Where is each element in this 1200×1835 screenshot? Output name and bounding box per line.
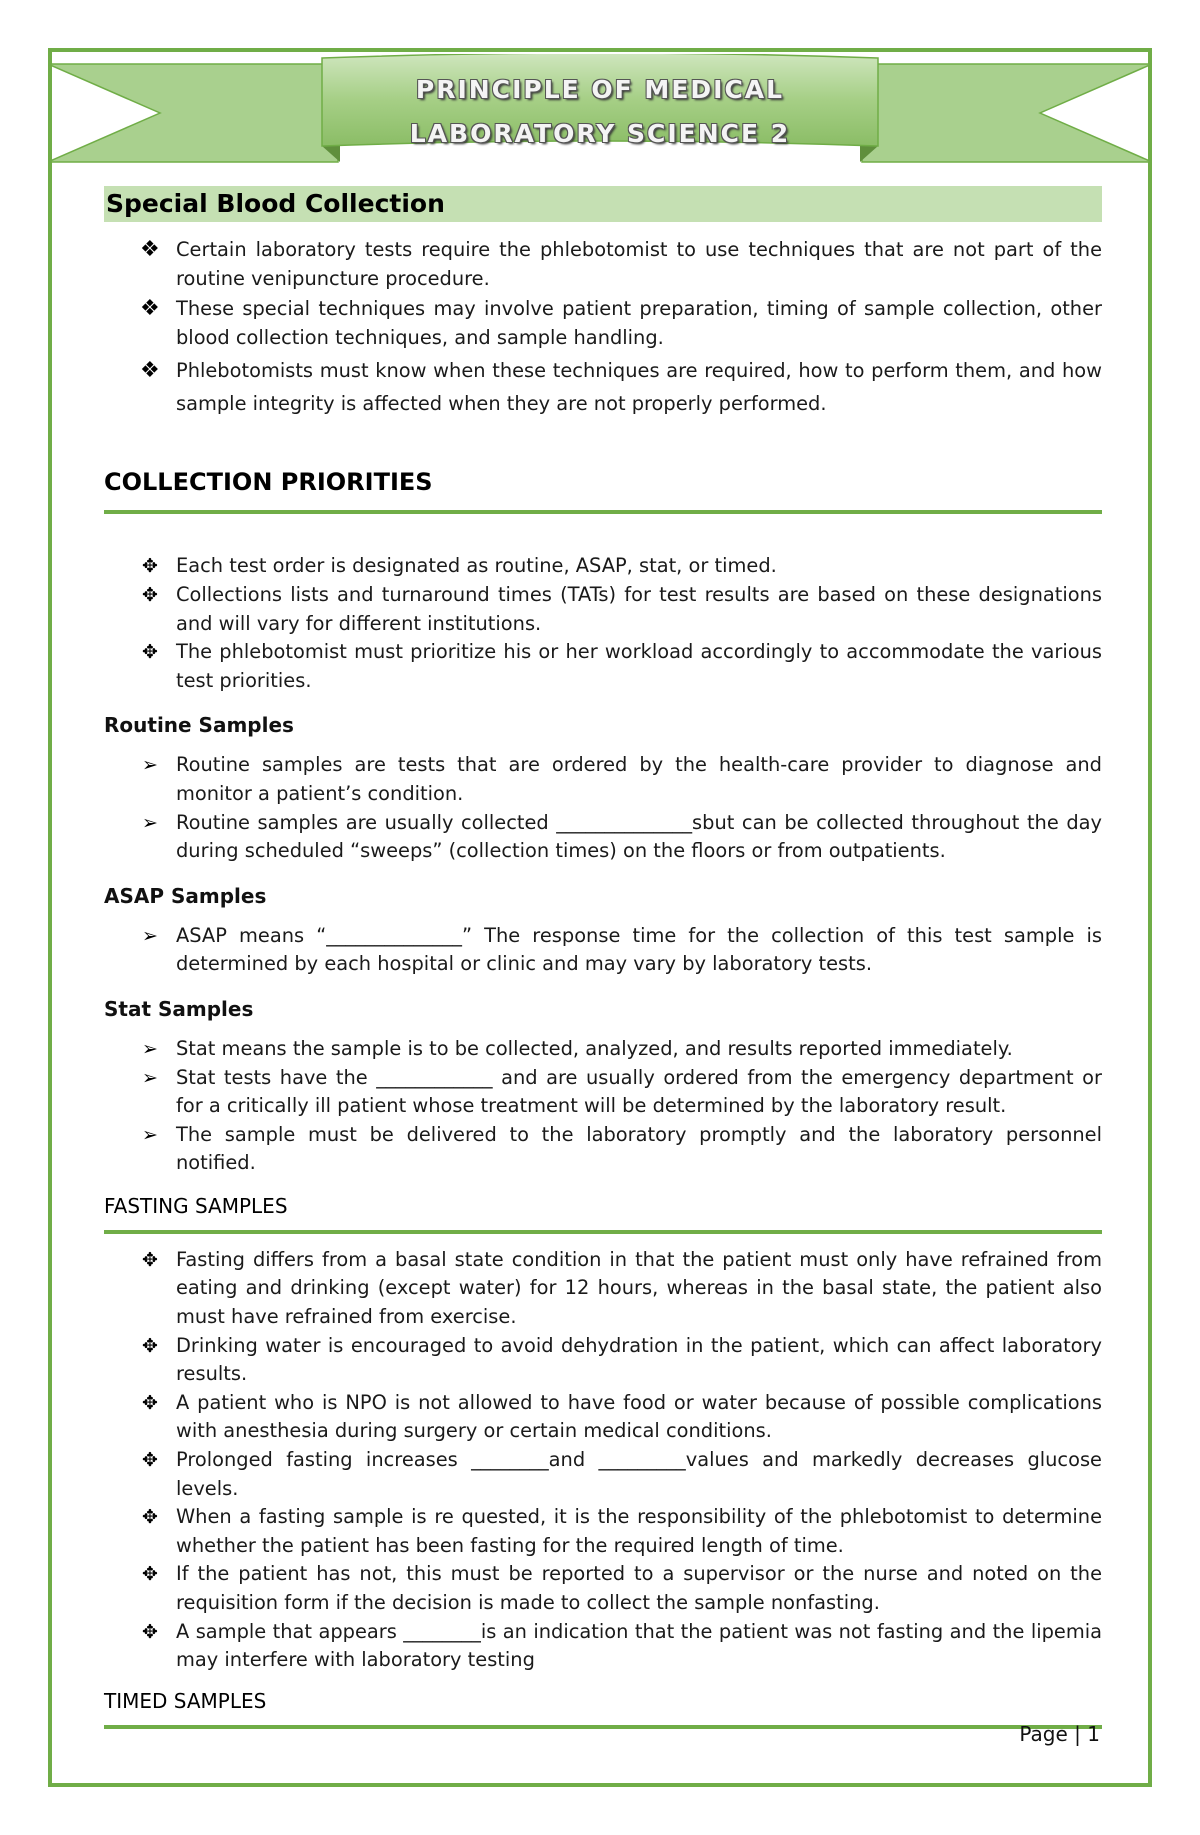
list-item: ❖ Phlebotomists must know when these techniques are required, how to perform them, and how sample integrity is affected when they are not properly performed. (104, 354, 1102, 420)
stat-bullet-list (104, 1035, 1102, 1178)
arrow-bullet-icon: ➢ (142, 1066, 158, 1089)
list-item: ➢ Routine samples are usually collected ______________sbut can be collected throughout the day during scheduled “sweeps” (collection times) on the floors or from outpatients. (142, 810, 1102, 863)
priorities-bullet-list (104, 552, 1102, 695)
diamond-outline-bullet-icon: ✥ (142, 1620, 158, 1643)
diamond-bullet-icon: ❖ (140, 358, 160, 384)
list-item: ✥ A sample that appears ________is an indication that the patient was not fasting and the lipemia may interfere with laboratory testing (142, 1619, 1102, 1672)
diamond-outline-bullet-icon: ✥ (142, 1563, 158, 1586)
diamond-bullet-icon: ❖ (140, 237, 160, 262)
list-item: ✥ Prolonged fasting increases ________and _________values and markedly decreases glucose levels. (142, 1448, 1102, 1500)
arrow-bullet-icon: ➢ (142, 811, 158, 834)
diamond-outline-bullet-icon: ✥ (142, 555, 158, 578)
section-title-special-blood-collection: Special Blood Collection (104, 186, 1102, 222)
banner-title (320, 62, 880, 162)
diamond-outline-bullet-icon: ✥ (142, 583, 158, 606)
list-item: ✥ Collections lists and turnaround times (TATs) for test results are based on these designations and will vary for different institutions. (142, 582, 1102, 635)
banner-title-line2: LABORATORY SCIENCE 2 (409, 119, 791, 148)
section-title-fasting-samples: FASTING SAMPLES (104, 1194, 1102, 1234)
banner-left-tail (48, 64, 338, 162)
subheading-routine-samples: Routine Samples (104, 713, 294, 738)
list-item: ✥ The phlebotomist must prioritize his or her workload accordingly to accommodate the various test priorities. (142, 640, 1102, 692)
asap-bullet-list (104, 922, 1102, 979)
list-item: ✥ If the patient has not, this must be reported to a supervisor or the nurse and noted on the requisition form if the decision is made to collect the sample nonfasting. (142, 1562, 1102, 1614)
subheading-stat-samples: Stat Samples (104, 996, 254, 1021)
banner-title-line1: PRINCIPLE OF MEDICAL (415, 75, 785, 104)
document-body (104, 186, 1102, 1729)
section-title-collection-priorities: COLLECTION PRIORITIES (104, 468, 1102, 514)
list-item: ➢ Routine samples are tests that are ordered by the health-care provider to diagnose and monitor a patient’s condition. (142, 753, 1102, 805)
list-item: ✥ When a fasting sample is re quested, it is the responsibility of the phlebotomist to determine whether the patient has been fasting for the required length of time. (142, 1505, 1102, 1557)
list-item: ✥ Each test order is designated as routine, ASAP, stat, or timed. (104, 552, 1102, 581)
page-number: Page | 1 (1019, 1722, 1100, 1746)
list-item: ➢ Stat tests have the ____________ and are usually ordered from the emergency department or for a critically ill patient whose treatment will be determined by the laboratory result. (142, 1065, 1102, 1118)
routine-bullet-list (104, 751, 1102, 865)
list-item: ✥ Fasting differs from a basal state condition in that the patient must only have refrained from eating and drinking (except water) for 12 hours, whereas in the basal state, the patient also must have refrained from exercise. (142, 1247, 1102, 1329)
diamond-outline-bullet-icon: ✥ (142, 641, 158, 664)
list-item: ✥ Drinking water is encouraged to avoid dehydration in the patient, which can affect laboratory results. (142, 1333, 1102, 1386)
subheading-asap-samples: ASAP Samples (104, 883, 267, 908)
diamond-outline-bullet-icon: ✥ (142, 1391, 158, 1414)
diamond-bullet-icon: ❖ (140, 296, 160, 322)
banner-right-tail (862, 64, 1152, 162)
diamond-outline-bullet-icon: ✥ (142, 1449, 158, 1472)
arrow-bullet-icon: ➢ (142, 924, 158, 947)
list-item: ➢ Stat means the sample is to be collected, analyzed, and results reported immediately. (104, 1035, 1102, 1064)
special-bullet-list (104, 236, 1102, 420)
list-item: ➢ ASAP means “______________” The response time for the collection of this test sample is determined by each hospital or clinic and may vary by laboratory tests. (142, 923, 1102, 976)
list-item: ❖ Certain laboratory tests require the phlebotomist to use techniques that are not part of the routine venipuncture procedure. (140, 237, 1102, 290)
arrow-bullet-icon: ➢ (142, 1123, 158, 1146)
diamond-outline-bullet-icon: ✥ (142, 1334, 158, 1357)
list-item: ➢ The sample must be delivered to the laboratory promptly and the laboratory personnel notified. (142, 1122, 1102, 1175)
fasting-bullet-list (104, 1246, 1102, 1675)
diamond-outline-bullet-icon: ✥ (142, 1506, 158, 1529)
list-item: ❖ These special techniques may involve patient preparation, timing of sample collection, other blood collection techniques, and sample handling. (140, 296, 1102, 349)
diamond-outline-bullet-icon: ✥ (142, 1248, 158, 1271)
arrow-bullet-icon: ➢ (142, 1037, 158, 1060)
section-title-timed-samples: TIMED SAMPLES (104, 1689, 1102, 1729)
list-item: ✥ A patient who is NPO is not allowed to have food or water because of possible complications with anesthesia during surgery or certain medical conditions. (142, 1390, 1102, 1443)
arrow-bullet-icon: ➢ (142, 754, 158, 777)
